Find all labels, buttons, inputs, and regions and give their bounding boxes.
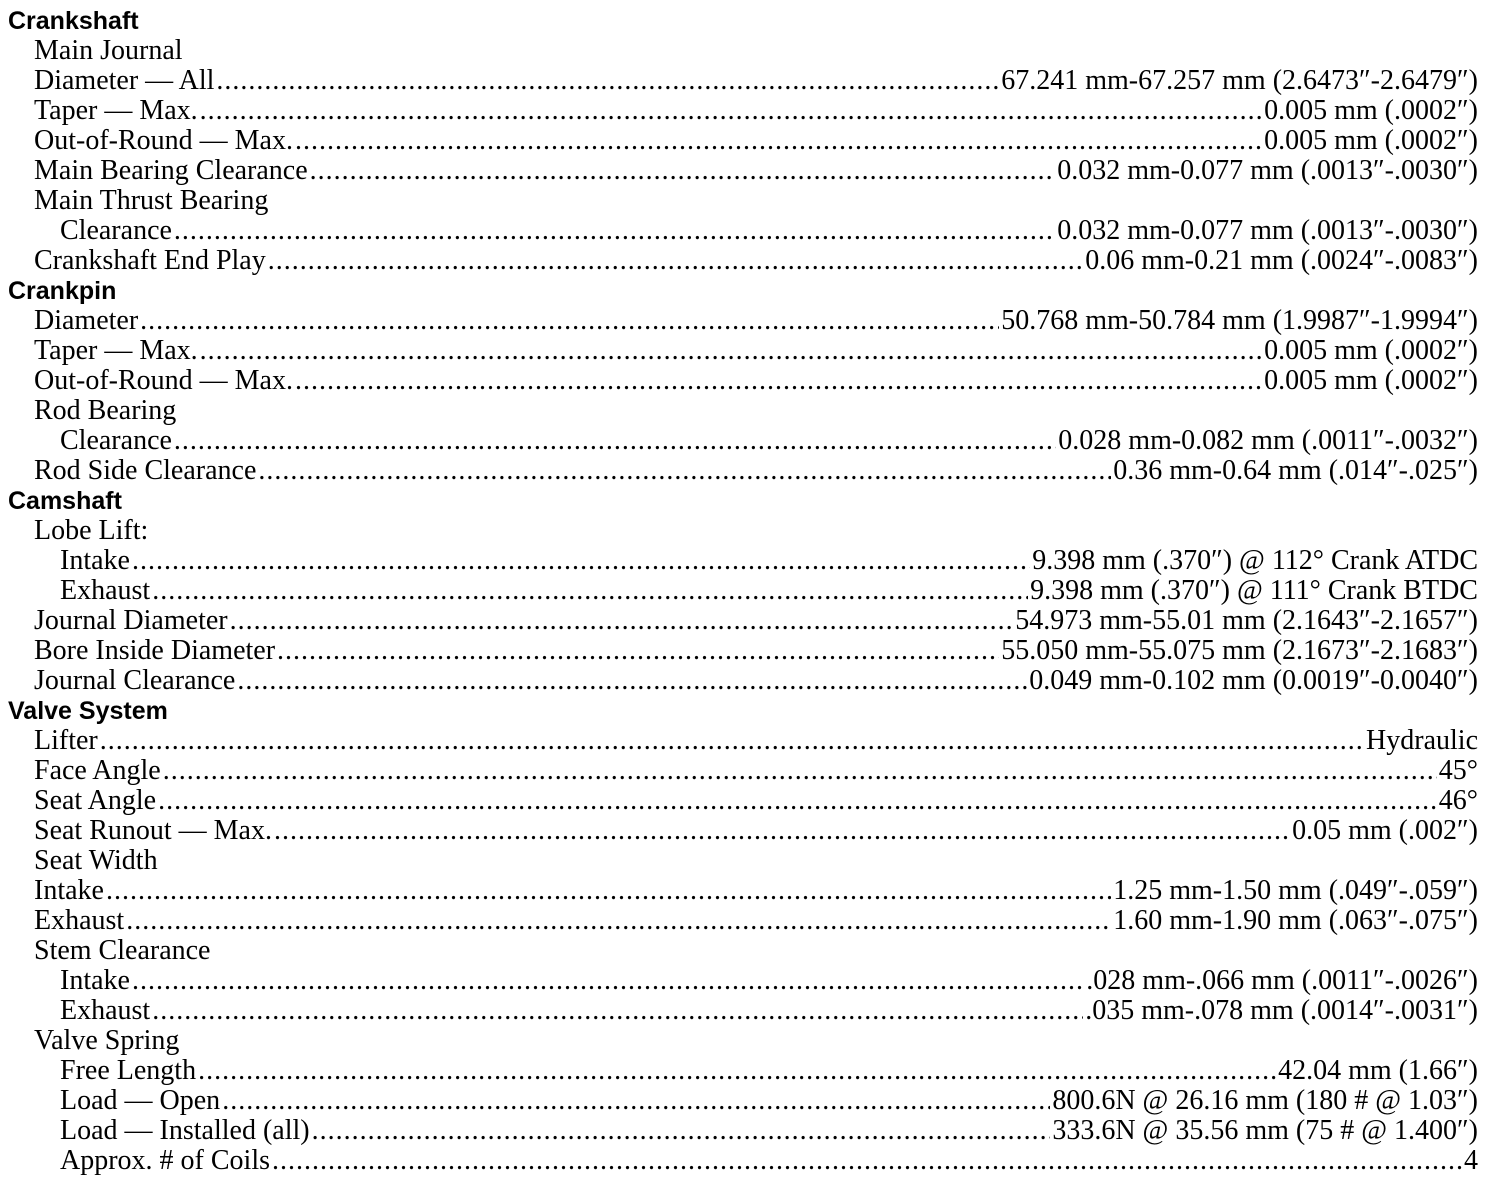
spec-row-face-angle [8, 756, 1478, 786]
spec-value: 50.768 mm-50.784 mm (1.9987″-1.9994″) [1001, 305, 1478, 336]
spec-label: Lifter [34, 725, 98, 756]
spec-value: 0.36 mm-0.64 mm (.014″-.025″) [1113, 455, 1478, 486]
spec-value: 67.241 mm-67.257 mm (2.6473″-2.6479″) [1001, 65, 1478, 96]
spec-value: 0.05 mm (.002″) [1292, 815, 1478, 846]
heading-text: Crankshaft [8, 7, 139, 35]
subheading-rod-bearing [8, 396, 1478, 426]
spec-value: 9.398 mm (.370″) @ 111° Crank BTDC [1030, 575, 1478, 606]
spec-row-journal-diameter [8, 606, 1478, 636]
spec-label: Valve Spring [34, 1025, 180, 1056]
spec-row-journal-clearance [8, 666, 1478, 696]
spec-sheet [8, 6, 1478, 1176]
spec-value: 0.032 mm-0.077 mm (.0013″-.0030″) [1057, 215, 1478, 246]
spec-value: 0.005 mm (.0002″) [1264, 125, 1478, 156]
dot-leader [158, 786, 1437, 816]
dot-leader [216, 66, 999, 96]
spec-label: Intake [34, 875, 104, 906]
spec-value: 0.049 mm-0.102 mm (0.0019″-0.0040″) [1029, 665, 1478, 696]
spec-label: Main Bearing Clearance [34, 155, 308, 186]
dot-leader [310, 156, 1056, 186]
spec-value: Hydraulic [1366, 725, 1478, 756]
dot-leader [258, 456, 1111, 486]
spec-row-lobe-lift-intake [8, 546, 1478, 576]
spec-label: Exhaust [34, 905, 125, 936]
spec-label: Free Length [60, 1055, 197, 1086]
spec-value: 1.60 mm-1.90 mm (.063″-.075″) [1113, 905, 1478, 936]
spec-value: 0.028 mm-0.082 mm (.0011″-.0032″) [1058, 425, 1478, 456]
dot-leader [132, 546, 1030, 576]
subheading-lobe-lift [8, 516, 1478, 546]
spec-value: 0.005 mm (.0002″) [1264, 95, 1478, 126]
spec-label: Exhaust [60, 575, 151, 606]
spec-label: Exhaust [60, 995, 151, 1026]
spec-label: Journal Diameter [34, 605, 228, 636]
dot-leader [140, 306, 999, 336]
spec-label: Seat Angle [34, 785, 157, 816]
spec-value: 42.04 mm (1.66″) [1278, 1055, 1478, 1086]
spec-label: Bore Inside Diameter [34, 635, 276, 666]
spec-value: 800.6N @ 26.16 mm (180 # @ 1.03″) [1052, 1085, 1478, 1116]
spec-row-free-length [8, 1056, 1478, 1086]
heading-text: Camshaft [8, 487, 122, 515]
subheading-main-thrust-bearing [8, 186, 1478, 216]
spec-row-main-journal-taper [8, 96, 1478, 126]
spec-row-rod-bearing-clearance [8, 426, 1478, 456]
spec-label: Load — Installed (all) [60, 1115, 310, 1146]
dot-leader [222, 1086, 1050, 1116]
spec-label: Load — Open [60, 1085, 221, 1116]
dot-leader [174, 216, 1055, 246]
dot-leader [272, 1146, 1462, 1176]
subheading-valve-spring [8, 1026, 1478, 1056]
dot-leader [274, 816, 1290, 846]
spec-value: 45° [1438, 755, 1478, 786]
spec-label: Taper — Max. [34, 335, 198, 366]
spec-value: 4 [1464, 1145, 1478, 1176]
spec-row-load-open [8, 1086, 1478, 1116]
spec-value: 0.005 mm (.0002″) [1264, 365, 1478, 396]
spec-value: .035 mm-.078 mm (.0014″-.0031″) [1085, 995, 1478, 1026]
section-heading-crankpin [8, 276, 1478, 306]
spec-row-approx-coils [8, 1146, 1478, 1176]
spec-label: Seat Width [34, 845, 158, 876]
spec-label: Diameter — All [34, 65, 215, 96]
dot-leader [132, 966, 1084, 996]
spec-row-bore-inside-diameter [8, 636, 1478, 666]
spec-label: Clearance [60, 215, 172, 246]
spec-label: Journal Clearance [34, 665, 236, 696]
spec-label: Intake [60, 545, 130, 576]
spec-row-crankshaft-end-play [8, 246, 1478, 276]
dot-leader [230, 606, 1014, 636]
dot-leader [200, 96, 1262, 126]
spec-value: 54.973 mm-55.01 mm (2.1643″-2.1657″) [1015, 605, 1478, 636]
dot-leader [198, 1056, 1276, 1086]
spec-value: .028 mm-.066 mm (.0011″-.0026″) [1086, 965, 1478, 996]
spec-label: Out-of-Round — Max. [34, 125, 293, 156]
spec-row-main-bearing-clearance [8, 156, 1478, 186]
dot-leader [152, 576, 1028, 606]
spec-label: Rod Side Clearance [34, 455, 257, 486]
spec-value: 9.398 mm (.370″) @ 112° Crank ATDC [1032, 545, 1478, 576]
spec-label: Taper — Max. [34, 95, 198, 126]
spec-row-main-thrust-clearance [8, 216, 1478, 246]
spec-value: 46° [1438, 785, 1478, 816]
spec-value: 0.06 mm-0.21 mm (.0024″-.0083″) [1085, 245, 1478, 276]
spec-label: Face Angle [34, 755, 161, 786]
spec-label: Out-of-Round — Max. [34, 365, 293, 396]
spec-label: Rod Bearing [34, 395, 177, 426]
spec-value: 55.050 mm-55.075 mm (2.1673″-2.1683″) [1001, 635, 1478, 666]
spec-label: Approx. # of Coils [60, 1145, 270, 1176]
spec-row-crankpin-diameter [8, 306, 1478, 336]
spec-row-seat-width-exhaust [8, 906, 1478, 936]
spec-value: 0.005 mm (.0002″) [1264, 335, 1478, 366]
spec-row-load-installed [8, 1116, 1478, 1146]
subheading-main-journal [8, 36, 1478, 66]
spec-value: 0.032 mm-0.077 mm (.0013″-.0030″) [1057, 155, 1478, 186]
heading-text: Valve System [8, 697, 168, 725]
spec-row-seat-width-intake [8, 876, 1478, 906]
spec-row-lifter [8, 726, 1478, 756]
spec-value: 1.25 mm-1.50 mm (.049″-.059″) [1113, 875, 1478, 906]
section-heading-crankshaft [8, 6, 1478, 36]
dot-leader [200, 336, 1262, 366]
spec-label: Clearance [60, 425, 172, 456]
subheading-stem-clearance [8, 936, 1478, 966]
spec-label: Intake [60, 965, 130, 996]
dot-leader [312, 1116, 1051, 1146]
dot-leader [126, 906, 1111, 936]
spec-row-crankpin-out-of-round [8, 366, 1478, 396]
heading-text: Crankpin [8, 277, 117, 305]
dot-leader [106, 876, 1111, 906]
spec-label: Diameter [34, 305, 139, 336]
dot-leader [163, 756, 1437, 786]
dot-leader [100, 726, 1364, 756]
dot-leader [295, 366, 1262, 396]
dot-leader [237, 666, 1027, 696]
spec-value: 333.6N @ 35.56 mm (75 # @ 1.400″) [1052, 1115, 1478, 1146]
dot-leader [174, 426, 1056, 456]
spec-row-stem-clearance-intake [8, 966, 1478, 996]
dot-leader [152, 996, 1083, 1026]
subheading-seat-width [8, 846, 1478, 876]
spec-label: Main Thrust Bearing [34, 185, 269, 216]
dot-leader [268, 246, 1084, 276]
dot-leader [295, 126, 1262, 156]
spec-row-lobe-lift-exhaust [8, 576, 1478, 606]
spec-row-rod-side-clearance [8, 456, 1478, 486]
spec-row-main-journal-diameter [8, 66, 1478, 96]
spec-row-seat-angle [8, 786, 1478, 816]
spec-row-stem-clearance-exhaust [8, 996, 1478, 1026]
spec-row-main-journal-out-of-round [8, 126, 1478, 156]
spec-row-crankpin-taper [8, 336, 1478, 366]
section-heading-camshaft [8, 486, 1478, 516]
section-heading-valve-system [8, 696, 1478, 726]
spec-label: Seat Runout — Max. [34, 815, 272, 846]
spec-label: Lobe Lift: [34, 515, 149, 546]
spec-label: Main Journal [34, 35, 183, 66]
spec-row-seat-runout [8, 816, 1478, 846]
spec-label: Crankshaft End Play [34, 245, 266, 276]
spec-label: Stem Clearance [34, 935, 211, 966]
dot-leader [277, 636, 999, 666]
